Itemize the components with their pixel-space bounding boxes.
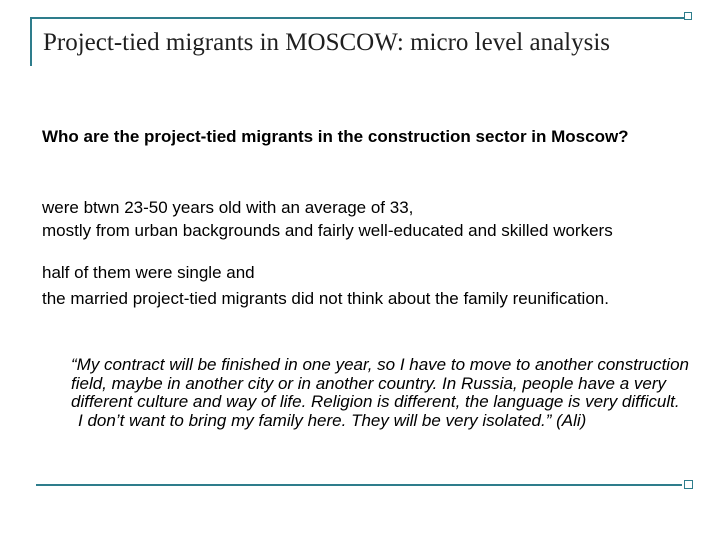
- quote-final-line: I don’t want to bring my family here. They will be very isolated.” (Ali): [78, 410, 587, 430]
- point-background: mostly from urban backgrounds and fairly well-educated and skilled workers: [42, 221, 613, 240]
- point-family: the married project-tied migrants did not think about the family reunification.: [42, 289, 609, 308]
- point-age: were btwn 23-50 years old with an average of 33,: [42, 198, 414, 217]
- title-frame-left-line: [30, 17, 32, 66]
- point-single: half of them were single and: [42, 263, 255, 282]
- quote-main-text: “My contract will be finished in one year, so I have to move to another construction field, maybe in another city or in another country. In Russia, people have a very different culture and way of life. Religion is different, the language is very difficult.: [71, 355, 689, 411]
- interview-quote: [71, 356, 691, 430]
- question-heading: Who are the project-tied migrants in the construction sector in Moscow?: [42, 127, 629, 146]
- slide-title: Project-tied migrants in MOSCOW: micro level analysis: [43, 29, 611, 56]
- footer-divider-line: [36, 484, 682, 486]
- title-frame-corner-square: [684, 12, 692, 20]
- footer-corner-square: [684, 480, 693, 489]
- title-frame-top-line: [30, 17, 692, 19]
